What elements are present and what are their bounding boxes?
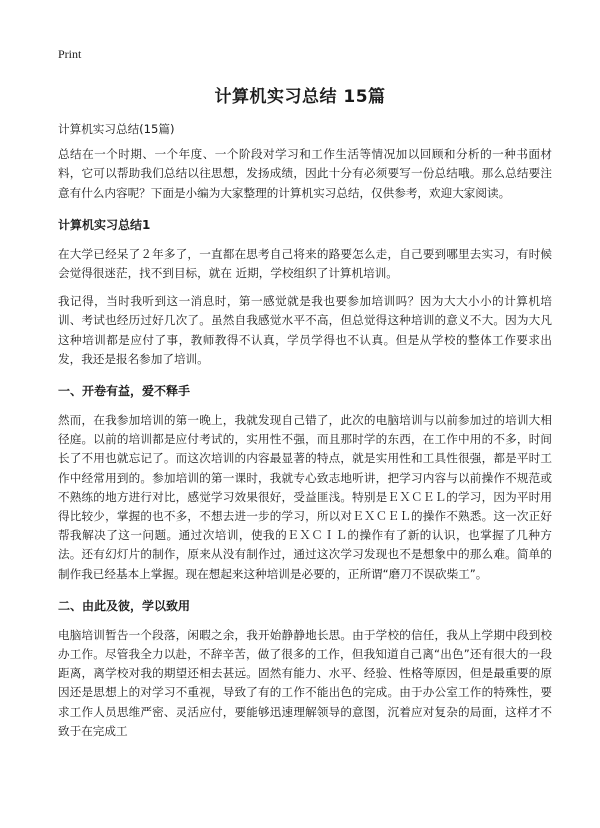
section-heading: 计算机实习总结1 <box>58 217 151 232</box>
body-paragraph-1: 在大学已经呆了２年多了，一直都在思考自己将来的路要怎么走，自己要到哪里去实习，有时候会觉得很迷茫，找不到目标，就在 近期，学校组织了计算机培训。 <box>58 246 552 281</box>
page-title: 计算机实习总结 15篇 <box>214 87 386 107</box>
body-paragraph-3: 然而，在我参加培训的第一晚上，我就发现自己错了，此次的电脑培训与以前参加过的培训大相径庭。以前的培训都是应付考试的，实用性不强，而且那时学的东西，在工作中用的不多，时间长了不用也就忘记了。而这次培训的内容最显著的特点，就是实用性和工具性很强，都是平时工作中经常用到的。参加培训的第一课时，我就专心致志地听讲，把学习内容与以前操作不规范或不熟练的地方进行对比，感觉学习效果很好，受益匪浅。特别是ＥＸＣＥＬ的学习，因为平时用得比较少，掌握的也不多，不想去进一步的学习，所以对ＥＸＣＥＬ的操作不熟悉。这一次正好帮我解决了这一问题。通过次培训，使我的ＥＸＣＩＬ的操作有了新的认识，也掌握了几种方法。还有幻灯片的制作，原来从没有制作过，通过这次学习发现也不是想象中的那么难。简单的制作我已经基本上掌握。现在想起来这种培训是必要的，正所谓“磨刀不误砍柴工”。 <box>58 413 552 581</box>
sub-heading-1: 一、开卷有益，爱不释手 <box>58 384 191 399</box>
document-body <box>58 120 552 750</box>
document-subtitle: 计算机实习总结(15篇) <box>58 122 175 136</box>
sub-heading-2: 二、由此及彼，学以致用 <box>58 598 191 613</box>
body-paragraph-4: 电脑培训暂告一个段落，闲暇之余，我开始静静地长思。由于学校的信任，我从上学期中段到校办工作。尽管我全力以赴，不辞辛苦，做了很多的工作，但我知道自己离“出色”还有很大的一段距离，离学校对我的期望还相去甚远。固然有能力、水平、经验、性格等原因，但是最重要的原因还是思想上的对学习不重视，导致了有的工作不能出色的完成。由于办公室工作的特殊性，要求工作人员思维严密、灵活应付，要能够迅速理解领导的意图，沉着应对复杂的局面，这样才不致于在完成工 <box>58 627 552 738</box>
body-paragraph-2: 我记得，当时我听到这一消息时，第一感觉就是我也要参加培训吗？因为大大小小的计算机培训、考试也经历过好几次了。虽然自我感觉水平不高，但总觉得这种培训的意义不大。因为大凡这种培训都是应付了事，教师教得不认真，学员学得也不认真。但是从学校的整体工作要求出发，我还是报名参加了培训。 <box>58 294 552 366</box>
print-label: Print <box>58 47 82 61</box>
intro-paragraph: 总结在一个时期、一个年度、一个阶段对学习和工作生活等情况加以回顾和分析的一种书面材料，它可以帮助我们总结以往思想，发扬成绩，因此十分有必须要写一份总结哦。那么总结要注意有什么内容呢？下面是小编为大家整理的计算机实习总结，仅供参考，欢迎大家阅读。 <box>58 147 552 200</box>
